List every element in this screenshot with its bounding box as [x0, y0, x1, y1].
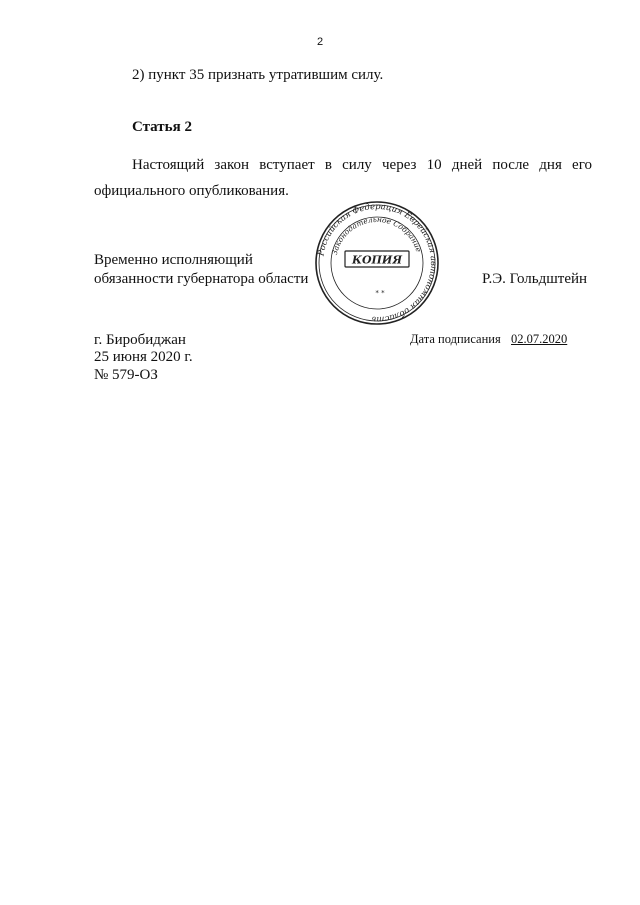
article-word: силу	[342, 157, 372, 173]
article-word: закон	[214, 157, 250, 173]
article-text-line-1	[132, 157, 592, 174]
signature-position-line-1: Временно исполняющий	[94, 252, 253, 268]
article-word: 10	[426, 157, 442, 173]
signatory-name: Р.Э. Гольдштейн	[482, 271, 588, 287]
article-word: Настоящий	[132, 157, 205, 173]
signing-date-label: Дата подписания	[410, 332, 501, 346]
article-word: его	[572, 157, 592, 173]
stamp-outer-text: Российская Федерация Еврейская автономная область	[315, 200, 440, 326]
article-word: дней	[451, 157, 483, 173]
official-seal-stamp	[314, 200, 440, 326]
article-word: после	[492, 157, 530, 173]
footer-date: 25 июня 2020 г.	[94, 349, 193, 365]
article-word: дня	[539, 157, 562, 173]
article-word: вступает	[259, 157, 315, 173]
footer-city: г. Биробиджан	[94, 332, 186, 348]
page-number: 2	[316, 36, 324, 48]
article-heading: Статья 2	[132, 119, 192, 135]
item-2-text: 2) пункт 35 признать утратившим силу.	[132, 67, 384, 83]
article-text-line-2: официального опубликования.	[94, 183, 289, 199]
stamp-inner-text: Законодательное Собрание	[329, 214, 424, 256]
signing-date-value: 02.07.2020	[511, 332, 568, 346]
article-word: в	[324, 157, 332, 173]
article-word: через	[382, 157, 417, 173]
stamp-stars: * *	[375, 289, 385, 297]
signature-position-line-2: обязанности губернатора области	[94, 271, 309, 287]
stamp-center-text: КОПИЯ	[351, 253, 403, 267]
footer-law-number: № 579-ОЗ	[94, 367, 158, 383]
